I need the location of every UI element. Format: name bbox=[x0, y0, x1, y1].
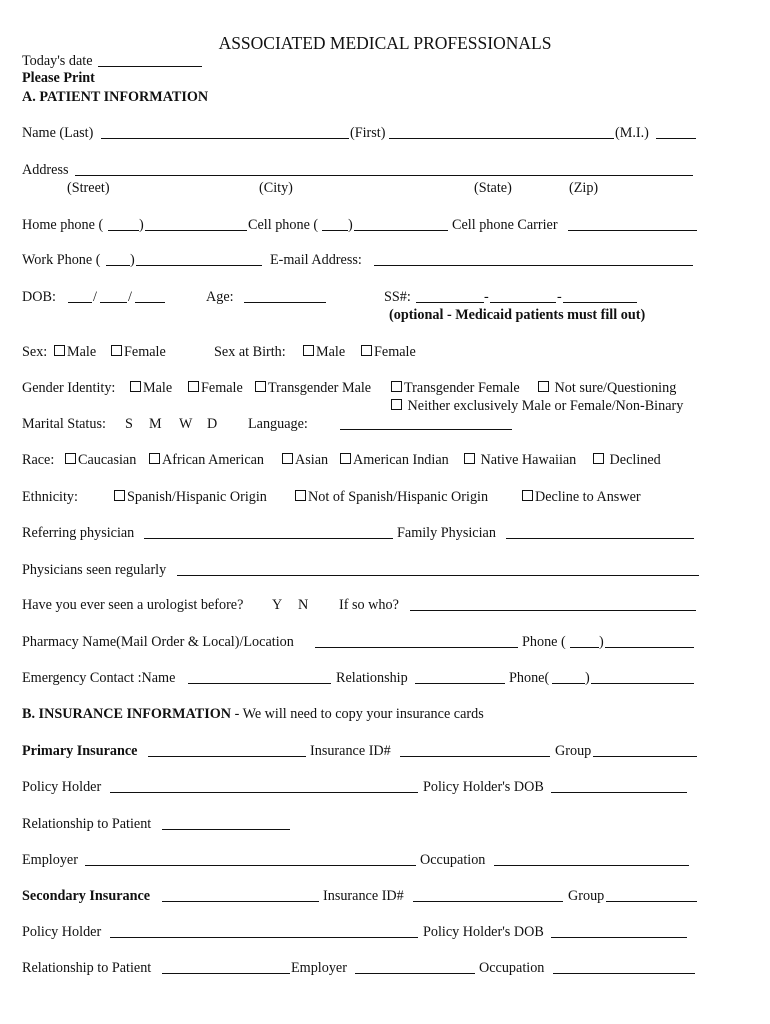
marital-option-m[interactable]: M bbox=[149, 416, 162, 432]
primary-policy-holder-label: Policy Holder bbox=[22, 779, 102, 795]
name-first-label: (First) bbox=[350, 125, 386, 141]
form-title: ASSOCIATED MEDICAL PROFESSIONALS bbox=[218, 33, 552, 53]
secondary-policy-holder-dob-field[interactable] bbox=[551, 937, 687, 938]
language-label: Language: bbox=[248, 416, 308, 432]
race-label: Race: bbox=[22, 452, 55, 468]
primary-relationship-field[interactable] bbox=[162, 829, 290, 830]
secondary-group-field[interactable] bbox=[606, 901, 697, 902]
cell-phone-paren: ) bbox=[348, 217, 353, 233]
secondary-insurance-label: Secondary Insurance bbox=[22, 888, 151, 904]
secondary-insurance-field[interactable] bbox=[162, 901, 319, 902]
secondary-group-label: Group bbox=[568, 888, 605, 904]
sex-at-birth-label: Sex at Birth: bbox=[214, 344, 286, 360]
gender-identity-label: Gender Identity: bbox=[22, 380, 116, 396]
emergency-relationship-field[interactable] bbox=[415, 683, 505, 684]
sex-at-birth-option-male[interactable]: Male bbox=[303, 344, 345, 360]
race-option-native-hawaiian[interactable]: Native Hawaiian bbox=[464, 452, 576, 468]
marital-status-label: Marital Status: bbox=[22, 416, 106, 432]
address-label: Address bbox=[22, 162, 69, 178]
checkbox-icon[interactable] bbox=[340, 453, 351, 464]
cell-carrier-label: Cell phone Carrier bbox=[452, 217, 558, 233]
secondary-policy-holder-label: Policy Holder bbox=[22, 924, 102, 940]
primary-insurance-field[interactable] bbox=[148, 756, 306, 757]
checkbox-icon[interactable] bbox=[149, 453, 160, 464]
primary-policy-holder-field[interactable] bbox=[110, 792, 418, 793]
race-option-asian[interactable]: Asian bbox=[282, 452, 328, 468]
sex-option-female[interactable]: Female bbox=[111, 344, 166, 360]
age-label: Age: bbox=[206, 289, 234, 305]
emergency-phone-label: Phone( bbox=[509, 670, 550, 686]
gender-option-non-binary[interactable]: Neither exclusively Male or Female/Non-Binary bbox=[391, 398, 683, 414]
checkbox-icon[interactable] bbox=[391, 399, 402, 410]
secondary-relationship-field[interactable] bbox=[162, 973, 290, 974]
primary-policy-holder-dob-label: Policy Holder's DOB bbox=[423, 779, 544, 795]
checkbox-icon[interactable] bbox=[593, 453, 604, 464]
last-name-field[interactable] bbox=[101, 138, 349, 139]
ssn-part1-field[interactable] bbox=[416, 302, 484, 303]
marital-option-w[interactable]: W bbox=[179, 416, 193, 432]
gender-option-not-sure[interactable]: Not sure/Questioning bbox=[538, 380, 676, 396]
race-option-african-american[interactable]: African American bbox=[149, 452, 264, 468]
emergency-contact-name-field[interactable] bbox=[188, 683, 331, 684]
dob-month-field[interactable] bbox=[68, 302, 92, 303]
gender-option-female[interactable]: Female bbox=[188, 380, 243, 396]
dob-slash: / bbox=[93, 289, 97, 305]
todays-date-label: Today's date bbox=[22, 53, 93, 69]
home-phone-area-code-field[interactable] bbox=[108, 230, 139, 231]
primary-group-label: Group bbox=[555, 743, 592, 759]
section-a-heading: A. PATIENT INFORMATION bbox=[22, 89, 209, 105]
emergency-phone-area-code-field[interactable] bbox=[552, 683, 585, 684]
sex-label: Sex: bbox=[22, 344, 48, 360]
primary-employer-label: Employer bbox=[22, 852, 78, 868]
secondary-policy-holder-field[interactable] bbox=[110, 937, 418, 938]
zip-label: (Zip) bbox=[569, 180, 599, 196]
ssn-part2-field[interactable] bbox=[490, 302, 556, 303]
checkbox-icon[interactable] bbox=[538, 381, 549, 392]
checkbox-icon[interactable] bbox=[255, 381, 266, 392]
checkbox-icon[interactable] bbox=[65, 453, 76, 464]
pharmacy-phone-area-code-field[interactable] bbox=[570, 647, 599, 648]
primary-policy-holder-dob-field[interactable] bbox=[551, 792, 687, 793]
primary-occupation-field[interactable] bbox=[494, 865, 689, 866]
dob-label: DOB: bbox=[22, 289, 56, 305]
secondary-policy-holder-dob-label: Policy Holder's DOB bbox=[423, 924, 544, 940]
email-label: E-mail Address: bbox=[270, 252, 362, 268]
checkbox-icon[interactable] bbox=[114, 490, 125, 501]
urologist-no-option[interactable]: N bbox=[298, 597, 309, 613]
todays-date-field[interactable] bbox=[98, 66, 202, 67]
primary-insurance-label: Primary Insurance bbox=[22, 743, 138, 759]
dob-day-field[interactable] bbox=[100, 302, 127, 303]
secondary-employer-label: Employer bbox=[291, 960, 347, 976]
secondary-insurance-id-label: Insurance ID# bbox=[323, 888, 404, 904]
cell-carrier-field[interactable] bbox=[568, 230, 697, 231]
referring-physician-field[interactable] bbox=[144, 538, 393, 539]
gender-option-transgender-female[interactable]: Transgender Female bbox=[391, 380, 520, 396]
physicians-seen-regularly-field[interactable] bbox=[177, 575, 699, 576]
urologist-question: Have you ever seen a urologist before? bbox=[22, 597, 244, 613]
ethnicity-label: Ethnicity: bbox=[22, 489, 78, 505]
checkbox-icon[interactable] bbox=[303, 345, 314, 356]
checkbox-icon[interactable] bbox=[391, 381, 402, 392]
language-field[interactable] bbox=[340, 429, 512, 430]
pharmacy-phone-label: Phone ( bbox=[522, 634, 566, 650]
referring-physician-label: Referring physician bbox=[22, 525, 135, 541]
primary-insurance-id-label: Insurance ID# bbox=[310, 743, 391, 759]
primary-group-field[interactable] bbox=[593, 756, 697, 757]
emergency-relationship-label: Relationship bbox=[336, 670, 408, 686]
cell-phone-field[interactable] bbox=[354, 230, 448, 231]
state-label: (State) bbox=[474, 180, 512, 196]
emergency-contact-label: Emergency Contact :Name bbox=[22, 670, 176, 686]
checkbox-icon[interactable] bbox=[282, 453, 293, 464]
secondary-occupation-field[interactable] bbox=[553, 973, 695, 974]
pharmacy-field[interactable] bbox=[315, 647, 518, 648]
email-field[interactable] bbox=[374, 265, 693, 266]
dob-year-field[interactable] bbox=[135, 302, 165, 303]
secondary-insurance-id-field[interactable] bbox=[413, 901, 563, 902]
ssn-dash: - bbox=[557, 289, 562, 305]
primary-relationship-label: Relationship to Patient bbox=[22, 816, 152, 832]
ssn-dash: - bbox=[484, 289, 489, 305]
section-b-heading: B. INSURANCE INFORMATION - We will need to copy your insurance cards bbox=[22, 706, 484, 722]
primary-employer-field[interactable] bbox=[85, 865, 416, 866]
ethnicity-option-hispanic[interactable]: Spanish/Hispanic Origin bbox=[114, 489, 267, 505]
checkbox-icon[interactable] bbox=[295, 490, 306, 501]
marital-option-s[interactable]: S bbox=[125, 416, 133, 432]
work-phone-area-code-field[interactable] bbox=[106, 265, 130, 266]
gender-option-transgender-male[interactable]: Transgender Male bbox=[255, 380, 371, 396]
urologist-yes-option[interactable]: Y bbox=[272, 597, 283, 613]
work-phone-paren: ) bbox=[130, 252, 135, 268]
emergency-phone-paren: ) bbox=[585, 670, 590, 686]
primary-occupation-label: Occupation bbox=[420, 852, 486, 868]
ethnicity-option-not-hispanic[interactable]: Not of Spanish/Hispanic Origin bbox=[295, 489, 488, 505]
checkbox-icon[interactable] bbox=[361, 345, 372, 356]
gender-option-male[interactable]: Male bbox=[130, 380, 172, 396]
marital-option-d[interactable]: D bbox=[207, 416, 218, 432]
secondary-employer-field[interactable] bbox=[355, 973, 475, 974]
home-phone-field[interactable] bbox=[145, 230, 247, 231]
urologist-name-field[interactable] bbox=[410, 610, 696, 611]
checkbox-icon[interactable] bbox=[522, 490, 533, 501]
secondary-occupation-label: Occupation bbox=[479, 960, 545, 976]
name-last-label: Name (Last) bbox=[22, 125, 94, 141]
sex-at-birth-option-female[interactable]: Female bbox=[361, 344, 416, 360]
checkbox-icon[interactable] bbox=[464, 453, 475, 464]
street-label: (Street) bbox=[67, 180, 110, 196]
name-mi-label: (M.I.) bbox=[615, 125, 649, 141]
dob-slash: / bbox=[128, 289, 132, 305]
pharmacy-label: Pharmacy Name(Mail Order & Local)/Location bbox=[22, 634, 294, 650]
age-field[interactable] bbox=[244, 302, 326, 303]
home-phone-paren: ) bbox=[139, 217, 144, 233]
checkbox-icon[interactable] bbox=[130, 381, 141, 392]
checkbox-icon[interactable] bbox=[111, 345, 122, 356]
first-name-field[interactable] bbox=[389, 138, 614, 139]
middle-initial-field[interactable] bbox=[656, 138, 696, 139]
primary-insurance-id-field[interactable] bbox=[400, 756, 550, 757]
cell-phone-area-code-field[interactable] bbox=[322, 230, 348, 231]
race-option-declined[interactable]: Declined bbox=[593, 452, 661, 468]
work-phone-label: Work Phone ( bbox=[22, 252, 101, 268]
please-print-note: Please Print bbox=[22, 70, 95, 86]
secondary-relationship-label: Relationship to Patient bbox=[22, 960, 152, 976]
ssn-label: SS#: bbox=[384, 289, 411, 305]
city-label: (City) bbox=[259, 180, 293, 196]
work-phone-field[interactable] bbox=[136, 265, 262, 266]
ssn-note: (optional - Medicaid patients must fill out) bbox=[389, 307, 646, 323]
family-physician-label: Family Physician bbox=[397, 525, 496, 541]
race-option-american-indian[interactable]: American Indian bbox=[340, 452, 449, 468]
ethnicity-option-decline[interactable]: Decline to Answer bbox=[522, 489, 641, 505]
family-physician-field[interactable] bbox=[506, 538, 694, 539]
pharmacy-phone-paren: ) bbox=[599, 634, 604, 650]
home-phone-label: Home phone ( bbox=[22, 217, 104, 233]
checkbox-icon[interactable] bbox=[54, 345, 65, 356]
address-field[interactable] bbox=[75, 175, 693, 176]
sex-option-male[interactable]: Male bbox=[54, 344, 96, 360]
cell-phone-label: Cell phone ( bbox=[248, 217, 319, 233]
checkbox-icon[interactable] bbox=[188, 381, 199, 392]
ssn-part3-field[interactable] bbox=[563, 302, 637, 303]
pharmacy-phone-field[interactable] bbox=[605, 647, 694, 648]
urologist-name-label: If so who? bbox=[339, 597, 399, 613]
emergency-phone-field[interactable] bbox=[591, 683, 694, 684]
physicians-seen-regularly-label: Physicians seen regularly bbox=[22, 562, 167, 578]
race-option-caucasian[interactable]: Caucasian bbox=[65, 452, 136, 468]
